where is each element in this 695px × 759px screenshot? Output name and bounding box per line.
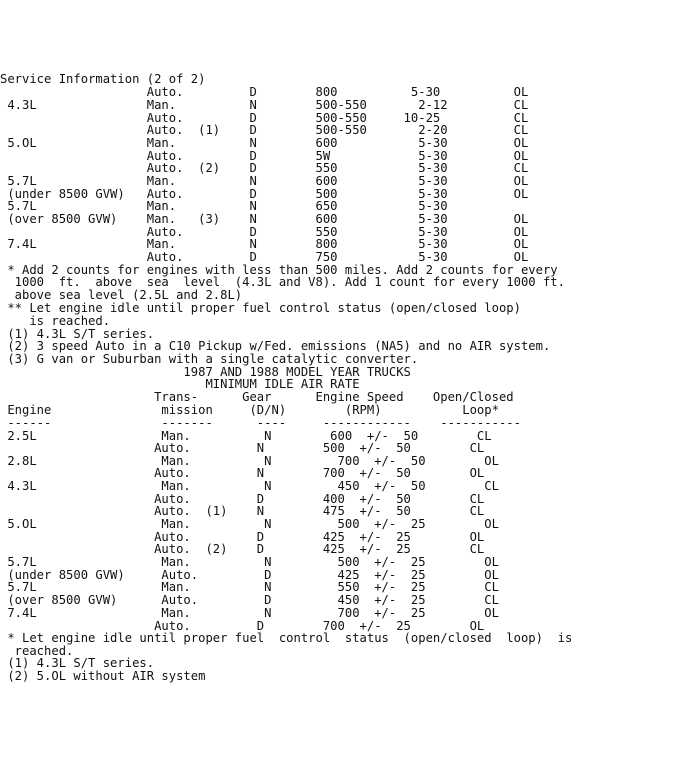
- table1-row: 5.7L Man. N 650 5-30: [0, 199, 448, 213]
- footnote: (2) 3 speed Auto in a C10 Pickup w/Fed. emissions (NA5) and no AIR system.: [0, 339, 551, 353]
- table1-row: Auto. D 550 5-30 OL: [0, 225, 529, 239]
- table2-title: 1987 AND 1988 MODEL YEAR TRUCKS: [0, 365, 411, 379]
- table2-row: Auto. N 500 +/- 50 CL: [0, 441, 485, 455]
- table2-header-rule: ------ ------- ---- ------------ -----------: [0, 416, 521, 430]
- table1-row: 4.3L Man. N 500-550 2-12 CL: [0, 98, 529, 112]
- table2-row: Auto. (1) N 475 +/- 50 CL: [0, 504, 485, 518]
- footnote: above sea level (2.5L and 2.8L): [0, 288, 243, 302]
- table2-row: Auto. (2) D 425 +/- 25 CL: [0, 542, 485, 556]
- table2-row: Auto. D 425 +/- 25 OL: [0, 530, 485, 544]
- table2-row: (under 8500 GVW) Auto. D 425 +/- 25 OL: [0, 568, 499, 582]
- footnote: * Add 2 counts for engines with less than 500 miles. Add 2 counts for every: [0, 263, 558, 277]
- table2-row: 2.8L Man. N 700 +/- 50 OL: [0, 454, 499, 468]
- table2-row: (over 8500 GVW) Auto. D 450 +/- 25 CL: [0, 593, 499, 607]
- table1-row: Auto. D 500-550 10-25 CL: [0, 111, 529, 125]
- table2-header: Trans- Gear Engine Speed Open/Closed: [0, 390, 514, 404]
- footnote: 1000 ft. above sea level (4.3L and V8). Add 1 count for every 1000 ft.: [0, 275, 565, 289]
- table1-row: Auto. D 5W 5-30 OL: [0, 149, 529, 163]
- footnote: (3) G van or Suburban with a single catalytic converter.: [0, 352, 419, 366]
- footnote: reached.: [0, 644, 74, 658]
- footnote: (2) 5.OL without AIR system: [0, 669, 206, 683]
- table1-row: 7.4L Man. N 800 5-30 OL: [0, 237, 529, 251]
- table1-row: Auto. (1) D 500-550 2-20 CL: [0, 123, 529, 137]
- table2-row: 2.5L Man. N 600 +/- 50 CL: [0, 429, 492, 443]
- table1-row: (over 8500 GVW) Man. (3) N 600 5-30 OL: [0, 212, 529, 226]
- table2-header: Engine mission (D/N) (RPM) Loop*: [0, 403, 499, 417]
- section-heading: Service Information (2 of 2): [0, 72, 206, 86]
- footnote: ** Let engine idle until proper fuel control status (open/closed loop): [0, 301, 521, 315]
- table1-row: 5.7L Man. N 600 5-30 OL: [0, 174, 529, 188]
- table1-row: (under 8500 GVW) Auto. D 500 5-30 OL: [0, 187, 529, 201]
- table1-row: Auto. D 800 5-30 OL: [0, 85, 529, 99]
- table2-row: Auto. N 700 +/- 50 OL: [0, 466, 485, 480]
- table1-row: 5.OL Man. N 600 5-30 OL: [0, 136, 529, 150]
- footnote: * Let engine idle until proper fuel control status (open/closed loop) is: [0, 631, 573, 645]
- footnote: is reached.: [0, 314, 111, 328]
- table1-row: Auto. (2) D 550 5-30 CL: [0, 161, 529, 175]
- table2-row: Auto. D 700 +/- 25 OL: [0, 619, 485, 633]
- table1-row: Auto. D 750 5-30 OL: [0, 250, 529, 264]
- table2-row: 7.4L Man. N 700 +/- 25 OL: [0, 606, 499, 620]
- table2-subtitle: MINIMUM IDLE AIR RATE: [0, 377, 360, 391]
- table2-row: 5.7L Man. N 550 +/- 25 CL: [0, 580, 499, 594]
- table2-row: 4.3L Man. N 450 +/- 50 CL: [0, 479, 499, 493]
- footnote: (1) 4.3L S/T series.: [0, 656, 155, 670]
- table2-row: Auto. D 400 +/- 50 CL: [0, 492, 485, 506]
- footnote: (1) 4.3L S/T series.: [0, 327, 155, 341]
- table2-row: 5.7L Man. N 500 +/- 25 OL: [0, 555, 499, 569]
- table2-row: 5.OL Man. N 500 +/- 25 OL: [0, 517, 499, 531]
